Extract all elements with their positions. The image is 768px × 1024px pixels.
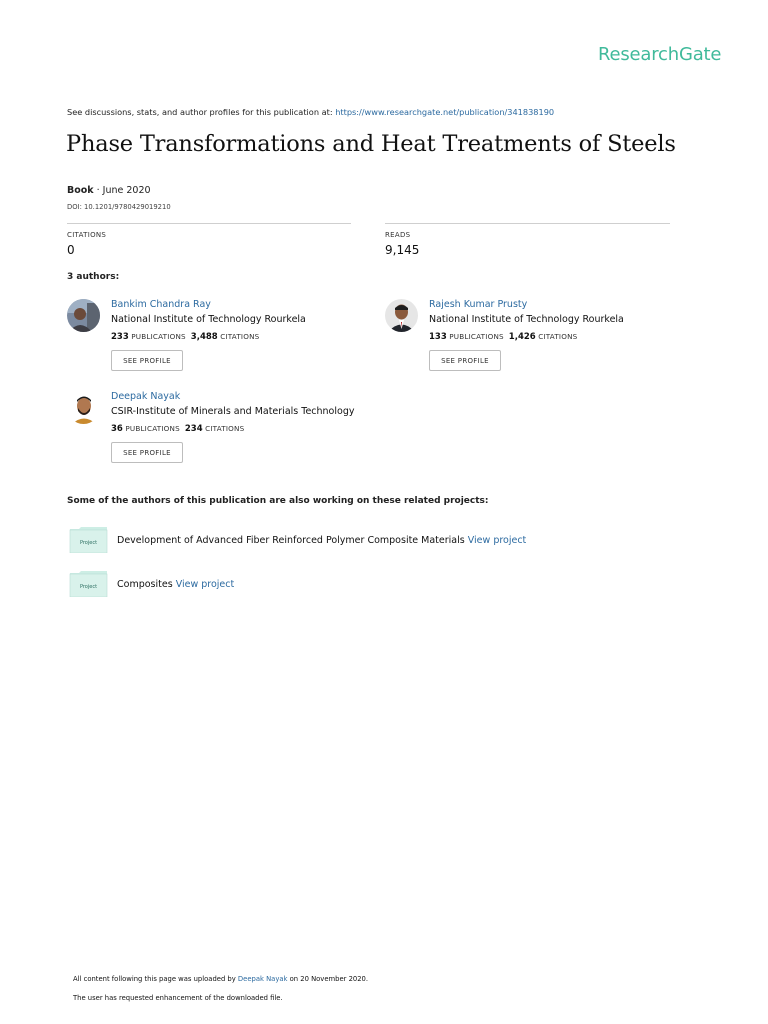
- see-profile-button[interactable]: SEE PROFILE: [429, 350, 501, 371]
- author-institution: CSIR-Institute of Minerals and Materials Technology: [111, 406, 355, 417]
- citations-divider: [67, 223, 351, 224]
- citations-count: 234: [184, 424, 203, 434]
- author-avatar[interactable]: [385, 299, 418, 332]
- project-text: [117, 579, 234, 590]
- publications-label: PUBLICATIONS: [125, 424, 180, 433]
- project-title: Development of Advanced Fiber Reinforced Polymer Composite Materials: [117, 535, 465, 546]
- publication-title: Phase Transformations and Heat Treatments of Steels: [66, 131, 676, 157]
- person-photo-icon: [67, 391, 100, 424]
- publications-count: 133: [429, 332, 447, 342]
- citations-count: 3,488: [190, 332, 218, 342]
- citations-label: CITATIONS: [205, 424, 245, 433]
- see-profile-button[interactable]: SEE PROFILE: [111, 350, 183, 371]
- publication-date: · June 2020: [93, 185, 151, 196]
- discussion-line: [67, 107, 554, 117]
- author-stats: [429, 332, 577, 342]
- related-project: [69, 527, 529, 555]
- author-avatar[interactable]: [67, 299, 100, 332]
- project-folder-icon: [69, 527, 108, 553]
- author-name[interactable]: Deepak Nayak: [111, 391, 181, 402]
- project-folder-icon: [69, 571, 108, 597]
- project-icon-label: Project: [79, 584, 98, 590]
- related-projects-heading: Some of the authors of this publication are also working on these related projects:: [67, 496, 489, 506]
- project-text: [117, 535, 526, 546]
- person-photo-icon: [385, 299, 418, 332]
- project-title: Composites: [117, 579, 173, 590]
- author-avatar[interactable]: [67, 391, 100, 424]
- author-name[interactable]: Rajesh Kumar Prusty: [429, 299, 528, 310]
- publications-count: 36: [111, 424, 123, 434]
- discussion-prefix: See discussions, stats, and author profiles for this publication at:: [67, 107, 336, 117]
- author-name[interactable]: Bankim Chandra Ray: [111, 299, 211, 310]
- upload-prefix: All content following this page was uploaded by: [73, 975, 238, 983]
- citations-count: 1,426: [508, 332, 536, 342]
- author-card: [67, 391, 387, 471]
- view-project-link[interactable]: View project: [467, 535, 527, 546]
- author-institution: National Institute of Technology Rourkela: [111, 314, 306, 325]
- citations-value: 0: [67, 243, 75, 257]
- publications-count: 233: [111, 332, 129, 342]
- author-stats: [111, 332, 259, 342]
- view-project-link[interactable]: View project: [175, 579, 235, 590]
- uploader-link[interactable]: Deepak Nayak: [237, 975, 288, 983]
- upload-note: [73, 975, 368, 983]
- publication-url-link[interactable]: https://www.researchgate.net/publication/341838190: [335, 107, 555, 117]
- citations-label: CITATIONS: [538, 332, 578, 341]
- person-photo-icon: [67, 299, 100, 332]
- researchgate-logo[interactable]: ResearchGate: [598, 44, 722, 65]
- project-icon-label: Project: [79, 540, 98, 546]
- citations-label: CITATIONS: [67, 231, 107, 239]
- upload-suffix: on 20 November 2020.: [287, 975, 369, 983]
- publication-type: Book: [67, 185, 94, 196]
- enhancement-note: The user has requested enhancement of the downloaded file.: [73, 994, 283, 1002]
- doi: DOI: 10.1201/9780429019210: [67, 203, 171, 211]
- citations-label: CITATIONS: [220, 332, 260, 341]
- author-stats: [111, 424, 244, 434]
- author-institution: National Institute of Technology Rourkela: [429, 314, 624, 325]
- publications-label: PUBLICATIONS: [449, 332, 504, 341]
- reads-divider: [385, 223, 670, 224]
- author-card: [385, 299, 685, 379]
- related-project: [69, 571, 269, 599]
- reads-label: READS: [385, 231, 411, 239]
- author-card: [67, 299, 367, 379]
- reads-value: 9,145: [385, 243, 420, 257]
- publications-label: PUBLICATIONS: [131, 332, 186, 341]
- authors-heading: 3 authors:: [67, 272, 120, 282]
- see-profile-button[interactable]: SEE PROFILE: [111, 442, 183, 463]
- publication-meta: [67, 185, 151, 196]
